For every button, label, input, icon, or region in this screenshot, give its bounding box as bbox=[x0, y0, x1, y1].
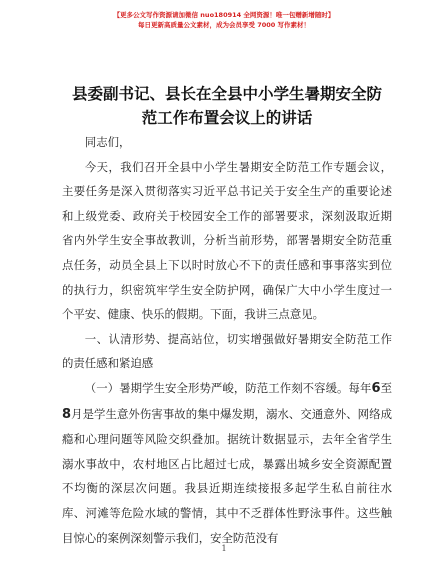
greeting: 同志们， bbox=[84, 135, 131, 149]
page-number: 1 bbox=[221, 544, 227, 553]
document-title-line-2: 范工作布置会议上的讲话 bbox=[141, 109, 313, 127]
paragraph-connector: 至 bbox=[380, 380, 392, 395]
paragraph-prefix: （一）暑期学生安全形势严峻，防范工作刻不容缓。每年 bbox=[84, 380, 372, 395]
promo-banner-line-1: 【更多公文写作资源请加微信 nuo180914 全网资源！唯一包赠新增随时】 bbox=[113, 11, 335, 19]
section-heading-1: 一、认清形势、提高站位，切实增强做好暑期安全防范工作的责任感和紧迫感 bbox=[62, 331, 392, 371]
document-title bbox=[62, 82, 392, 130]
document-body bbox=[62, 130, 392, 550]
promo-banner-line-2: 每日更新高质量公文素材，成为会员享受 7000 写作素材！ bbox=[137, 21, 311, 29]
paragraph-continuation: 月是学生意外伤害事故的集中爆发期，溺水、交通意外、网络成瘾和心理问题等风险交织叠加。据统计数据显示，去年全省学生溺水事故中，农村地区占比超过七成，暴露出城乡安全资源配置不均衡的深层次问题。我县近期连续接报多起学生私自前往水库、河滩等危险水域的警情，其中不乏群体性野泳事件。这些触目惊心的案例深刻警示我们，安全防范没有 bbox=[62, 406, 392, 545]
promo-banner bbox=[0, 10, 448, 30]
month-number-start: 6 bbox=[371, 380, 381, 396]
document-title-line-1: 县委副书记、县长在全县中小学生暑期安全防 bbox=[71, 85, 382, 103]
paragraph-section-1-1 bbox=[62, 376, 392, 550]
month-number-end: 8 bbox=[62, 406, 72, 422]
paragraph-intro: 今天，我们召开全县中小学生暑期安全防范工作专题会议，主要任务是深入贯彻落实习近平总书记关于安全生产的重要论述和上级党委、政府关于校园安全工作的部署要求，深刻汲取近期省内外学生安全事故教训，分析当前形势，部署暑期安全防范重点任务，动员全县上下以时时放心不下的责任感和事事落实到位的执行力，织密筑牢学生安全防护网，确保广大中小学生度过一个平安、健康、快乐的假期。下面，我讲三点意见。 bbox=[62, 159, 392, 322]
